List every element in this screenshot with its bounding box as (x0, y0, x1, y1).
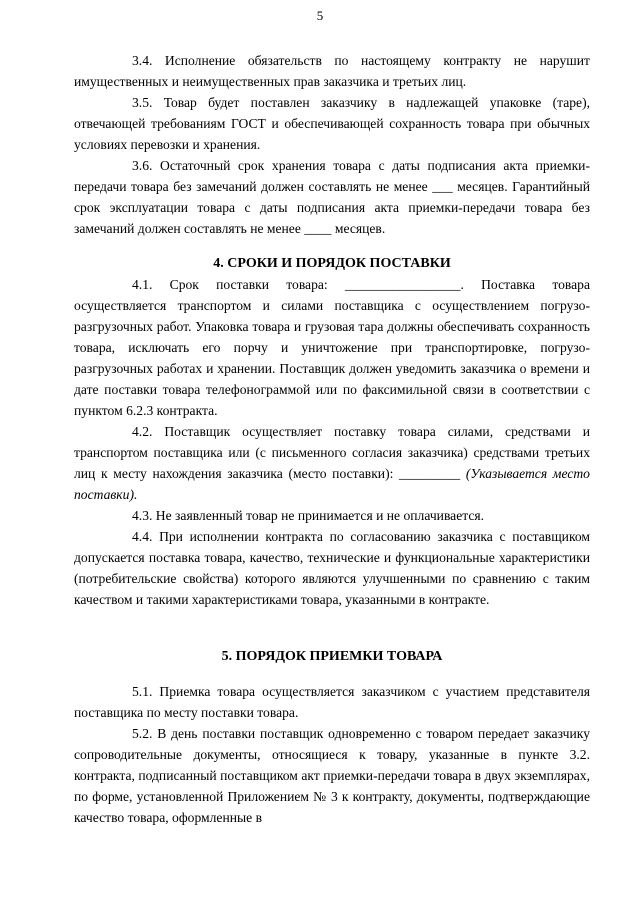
section-5-heading: 5. ПОРЯДОК ПРИЕМКИ ТОВАРА (221, 649, 443, 664)
paragraph-5-1: 5.1. Приемка товара осуществляется заказчиком с участием представителя поставщика по месту поставки товара. (74, 684, 590, 720)
section-4-heading: 4. СРОКИ И ПОРЯДОК ПОСТАВКИ (213, 256, 451, 271)
document-body (74, 50, 590, 828)
paragraph-4-3: 4.3. Не заявленный товар не принимается и не оплачивается. (132, 508, 485, 523)
paragraph-4-1: 4.1. Срок поставки товара: _________________. Поставка товара осуществляется транспортом и силами поставщика с осуществлением погрузо-разгрузочных работ. Упаковка товара и грузовая тара должны обеспечивать сохранность товара, исключать его порчу и уничтожение при транспортировке, погрузо-разгрузочных работах и хранении. Поставщик должен уведомить заказчика о времени и дате поставки товара телефонограммой или по факсимильной связи в соответствии с пунктом 6.2.3 контракта. (74, 277, 590, 418)
paragraph-3-6: 3.6. Остаточный срок хранения товара с даты подписания акта приемки-передачи товара без замечаний должен составлять не менее ___ месяцев. Гарантийный срок эксплуатации товара с даты подписания акта приемки-передачи товара без замечаний должен составлять не менее ____ месяцев. (74, 158, 590, 236)
paragraph-3-5: 3.5. Товар будет поставлен заказчику в надлежащей упаковке (таре), отвечающей требованиям ГОСТ и обеспечивающей сохранность товара при обычных условиях перевозки и хранения. (74, 95, 590, 152)
paragraph-4-4: 4.4. При исполнении контракта по согласованию заказчика с поставщиком допускается поставка товара, качество, технические и функциональные характеристики (потребительские свойства) которого являются улучшенными по сравнению с таким качеством и такими характеристиками товара, указанными в контракте. (74, 529, 590, 607)
paragraph-3-4: 3.4. Исполнение обязательств по настоящему контракту не нарушит имущественных и неимущественных прав заказчика и третьих лиц. (74, 53, 590, 89)
page-number: 5 (316, 8, 324, 23)
paragraph-4-2-note: (Указывается место поставки). (74, 466, 590, 502)
paragraph-5-2: 5.2. В день поставки поставщик одновременно с товаром передает заказчику сопроводительные документы, относящиеся к товару, указанные в пункте 3.2. контракта, подписанный поставщиком акт приемки-передачи товара в двух экземплярах, по форме, установленной Приложением № 3 к контракту, документы, подтверждающие качество товара, оформленные в (74, 726, 590, 825)
paragraph-4-2 (74, 421, 590, 505)
paragraph-4-2-text: 4.2. Поставщик осуществляет поставку товара силами, средствами и транспортом поставщика или (с письменного согласия заказчика) средствами третьих лиц к месту нахождения заказчика (место поставки): _________ (74, 424, 590, 481)
